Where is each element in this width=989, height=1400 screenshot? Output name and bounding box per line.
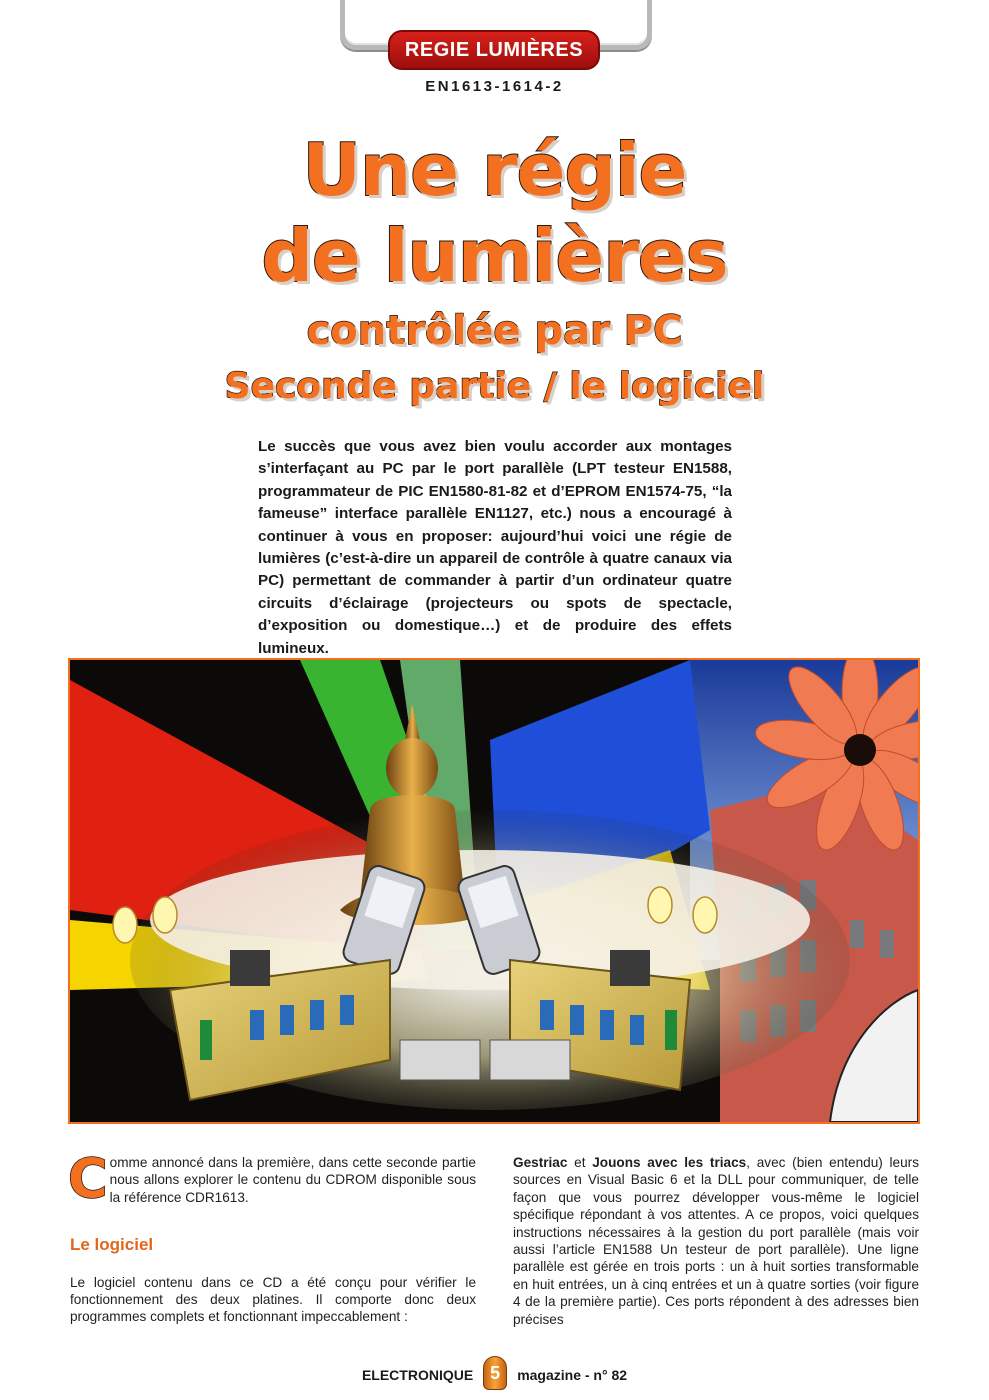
first-paragraph-text: omme annoncé dans la première, dans cette seconde partie nous allons explorer le contenu du CDROM disponible sous la référence CDR1613. xyxy=(109,1155,476,1205)
footer-magazine-left: ELECTRONIQUE xyxy=(361,1367,474,1383)
program-name-jouons: Jouons avec les triacs xyxy=(592,1155,747,1170)
second-paragraph: Le logiciel contenu dans ce CD a été conçu pour vérifier le fonctionnement des deux platines. Il comporte donc deux programmes complets et fonctionnant impeccablement : xyxy=(70,1274,476,1325)
hero-illustration xyxy=(70,660,918,1122)
section-tab: REGIE LUMIÈRES xyxy=(388,30,600,70)
page-footer xyxy=(0,1360,989,1390)
subtitle-line-1: contrôlée par PC xyxy=(306,308,683,354)
right-paragraph-text: , avec (bien entendu) leurs sources en Visual Basic 6 et la DLL pour communiquer, de telle façon que vous pourrez développer vous-même le logiciel spécifique répondant à vos attentes. A ce propos, voici quelques instructions nécessaires à la gestion du port parallèle (mais voir aussi l’article EN1588 Un testeur de port parallèle). Une ligne parallèle est gérée en trois ports : un à huit sorties transformable en huit entrées, un à cinq entrées et un à quatre sorties (voir figure 4 de la première partie). Ces ports répondent à des adresses bien précises xyxy=(513,1155,919,1327)
title-line-1: Une régie xyxy=(302,128,687,212)
body-column-left xyxy=(68,1147,476,1326)
drop-cap: C xyxy=(68,1147,108,1210)
intro-paragraph: Le succès que vous avez bien voulu accorder aux montages s’interfaçant au PC par le port parallèle (LPT testeur EN1588, programmateur de PIC EN1580-81-82 et d’EPROM EN1574-75, “la fameuse” interface parallèle EN1127, etc.) nous a encouragé à continuer à vous en proposer: aujourd’hui voici une régie de lumières (c’est-à-dire un appareil de contrôle à quatre canaux via PC) permettant de commander à partir d’un ordinateur quatre circuits d’éclairage (projecteurs ou spots de spectacle, d’exposition ou domestique…) et de produire des effets lumineux. xyxy=(258,438,732,657)
subtitle-line-2: Seconde partie / le logiciel xyxy=(224,366,765,407)
body-column-right xyxy=(513,1154,919,1328)
right-paragraph xyxy=(513,1154,919,1328)
article-reference: EN1613-1614-2 xyxy=(425,78,564,95)
title-line-2: de lumières xyxy=(261,214,728,298)
program-name-gestriac: Gestriac xyxy=(513,1155,568,1170)
hero-image xyxy=(68,658,920,1124)
page-number: 5 xyxy=(483,1356,507,1390)
first-paragraph xyxy=(68,1147,476,1210)
section-heading: Le logiciel xyxy=(70,1235,154,1255)
footer-magazine-right: magazine - n° 82 xyxy=(517,1367,628,1383)
right-and: et xyxy=(567,1155,593,1170)
